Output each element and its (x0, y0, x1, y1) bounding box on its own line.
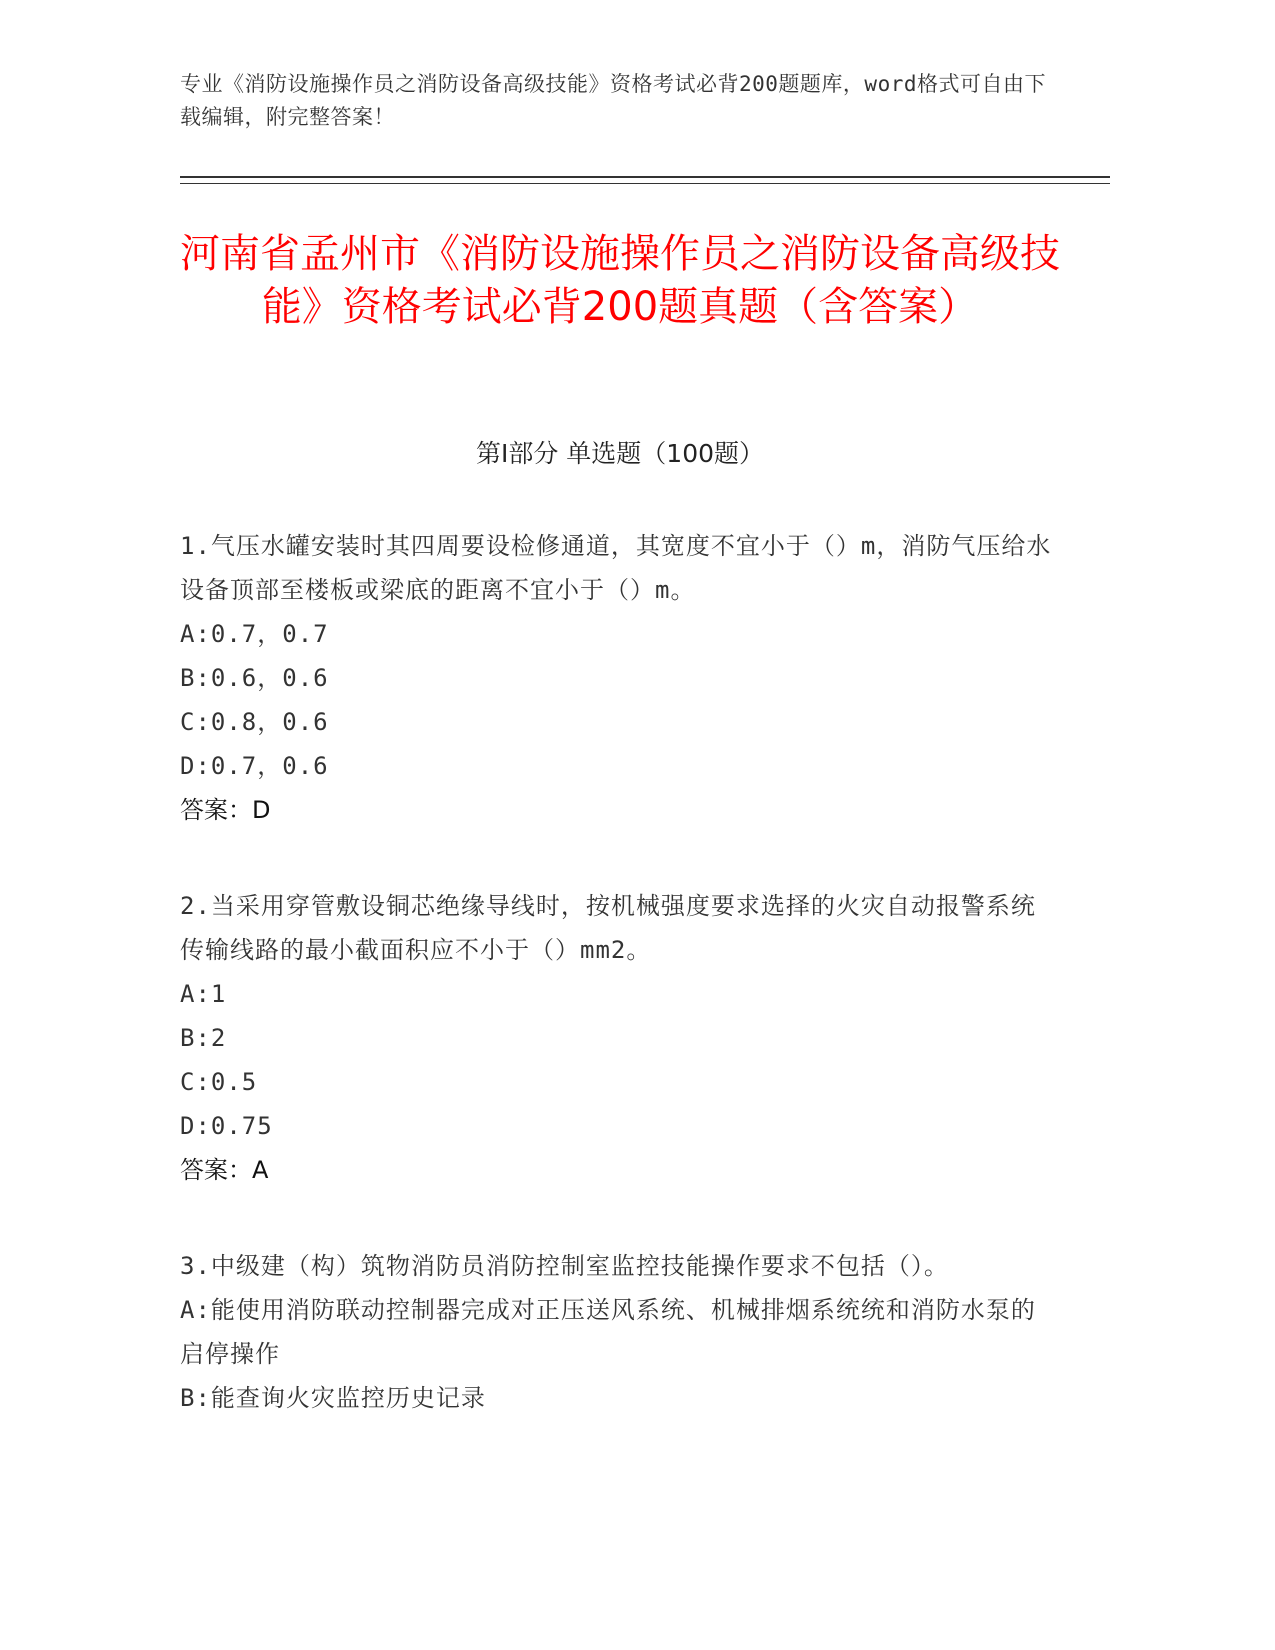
option-b: B:能查询火灾监控历史记录 (180, 1384, 486, 1412)
option-b: B:0.6，0.6 (180, 664, 329, 692)
option-b: B:2 (180, 1024, 227, 1052)
document-title: 河南省孟州市《消防设施操作员之消防设备高级技能》资格考试必背200题真题（含答案） (180, 231, 1060, 330)
header-divider-thin (180, 183, 1110, 184)
question-3 (180, 1244, 1060, 1420)
option-a: A:1 (180, 980, 227, 1008)
answer-line: 答案：A (180, 1156, 269, 1184)
question-stem: 2.当采用穿管敷设铜芯绝缘导线时，按机械强度要求选择的火灾自动报警系统传输线路的最小截面积应不小于（）mm2。 (180, 892, 1036, 964)
option-d: D:0.75 (180, 1112, 273, 1140)
option-a: A:0.7，0.7 (180, 620, 329, 648)
header-divider-thick (180, 176, 1110, 178)
option-a: A:能使用消防联动控制器完成对正压送风系统、机械排烟系统统和消防水泵的启停操作 (180, 1296, 1036, 1368)
option-c: C:0.8，0.6 (180, 708, 329, 736)
option-c: C:0.5 (180, 1068, 258, 1096)
section-heading: 第I部分 单选题（100题） (475, 439, 765, 468)
question-stem: 1.气压水罐安装时其四周要设检修通道，其宽度不宜小于（）m，消防气压给水设备顶部至楼板或梁底的距离不宜小于（）m。 (180, 532, 1052, 604)
option-d: D:0.7，0.6 (180, 752, 329, 780)
question-list (180, 524, 1060, 1420)
answer-line: 答案：D (180, 796, 271, 824)
header-note: 专业《消防设施操作员之消防设备高级技能》资格考试必背200题题库，word格式可自由下载编辑，附完整答案！ (180, 72, 1046, 129)
question-2 (180, 884, 1060, 1192)
question-stem: 3.中级建（构）筑物消防员消防控制室监控技能操作要求不包括（）。 (180, 1252, 949, 1280)
question-1 (180, 524, 1060, 832)
